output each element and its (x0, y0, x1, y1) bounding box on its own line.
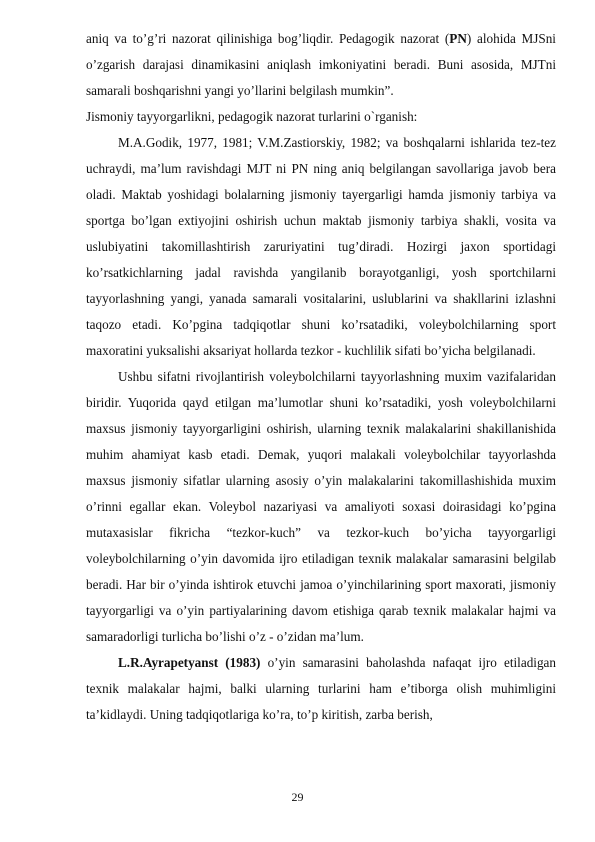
paragraph-4: Ushbu sifatni rivojlantirish voleybolchilarni tayyorlashning muxim vazifalaridan biridir. Yuqorida qayd etilgan ma’lumotlar shuni ko’rsatadiki, yosh voleybolchilarni maxsus jismoniy tayyorgarligini oshirish, ularning texnik malakalarini shakillanishida muhim ahamiyat kasb etadi. Demak, yuqori malakali voleybolchilar tayyorlashda maxsus jismoniy sifatlar ularning asosiy o’yin malakalarini takomillashishida muxim o’rinni egallar ekan. Voleybol nazariyasi va amaliyoti soxasi doirasidagi ko’pgina mutaxasislar fikricha “tezkor-kuch” va tezkor-kuch bo’yicha tayyorgarligi voleybolchilarning o’yin davomida ijro etiladigan texnik malakalar samarasini belgilab beradi. Har bir o’yinda ishtirok etuvchi jamoa o’yinchilarining sport maxorati, jismoniy tayyorgarligi va o’yin partiyalarining davom etishiga qarab texnik malakalar hajmi va samaradorligi turlicha bo’lishi o’z - o’zidan ma’lum. (86, 369, 556, 644)
paragraph-2: Jismoniy tayyorgarlikni, pedagogik nazorat turlarini o`rganish: (86, 109, 418, 124)
paragraph-1-text: aniq va to’g’ri nazorat qilinishiga bog’liqdir. Pedagogik nazorat ( (86, 31, 450, 46)
pn-abbreviation: PN (449, 31, 467, 46)
author-citation: L.R.Ayrapetyanst (1983) (118, 655, 261, 670)
paragraph-5 (86, 650, 556, 728)
paragraph-1-rest: ) alohida MJSni o’zgarish darajasi dinamikasini aniqlash imkoniyatini beradi. Buni asosida, MJTni samarali boshqarishni yangi yo’llarini belgilash mumkin”. (86, 31, 556, 98)
paragraph-1 (86, 26, 556, 104)
paragraph-3: M.A.Godik, 1977, 1981; V.M.Zastiorskiy, 1982; va boshqalarni ishlarida tez-tez uchraydi, ma’lum ravishdagi MJT ni PN ning aniq belgilangan savollariga javob bera oladi. Maktab yoshidagi bolalarning jismoniy tayergarligi hamda jismoniy tarbiya va sportga bo’lgan extiyojini oshirish uchun maktab jismoniy tarbiya shakli, vosita va uslubiyatini takomillashtirish zaruriyatini tug’diradi. Hozirgi jaxon sportidagi ko’rsatkichlarning jadal ravishda yangilanib borayotganligi, yosh sportchilarni tayyorlashning yangi, yanada samarali vositalarini, uslublarini va shakllarini izlashni taqozo etadi. Ko’pgina tadqiqotlar shuni ko’rsatadiki, voleybolchilarning sport maxoratini yuksalishi aksariyat hollarda tezkor - kuchlilik sifati bo’yicha belgilanadi. (86, 135, 556, 358)
page-number: 29 (291, 790, 304, 804)
document-page (86, 26, 556, 728)
paragraph-5-text: o’yin samarasini baholashda nafaqat ijro etiladigan texnik malakalar hajmi, balki ularning turlarini ham e’tiborga olish muhimligini ta’kidlaydi. Uning tadqiqotlariga ko’ra, to’p kiritish, zarba berish, (86, 655, 557, 722)
